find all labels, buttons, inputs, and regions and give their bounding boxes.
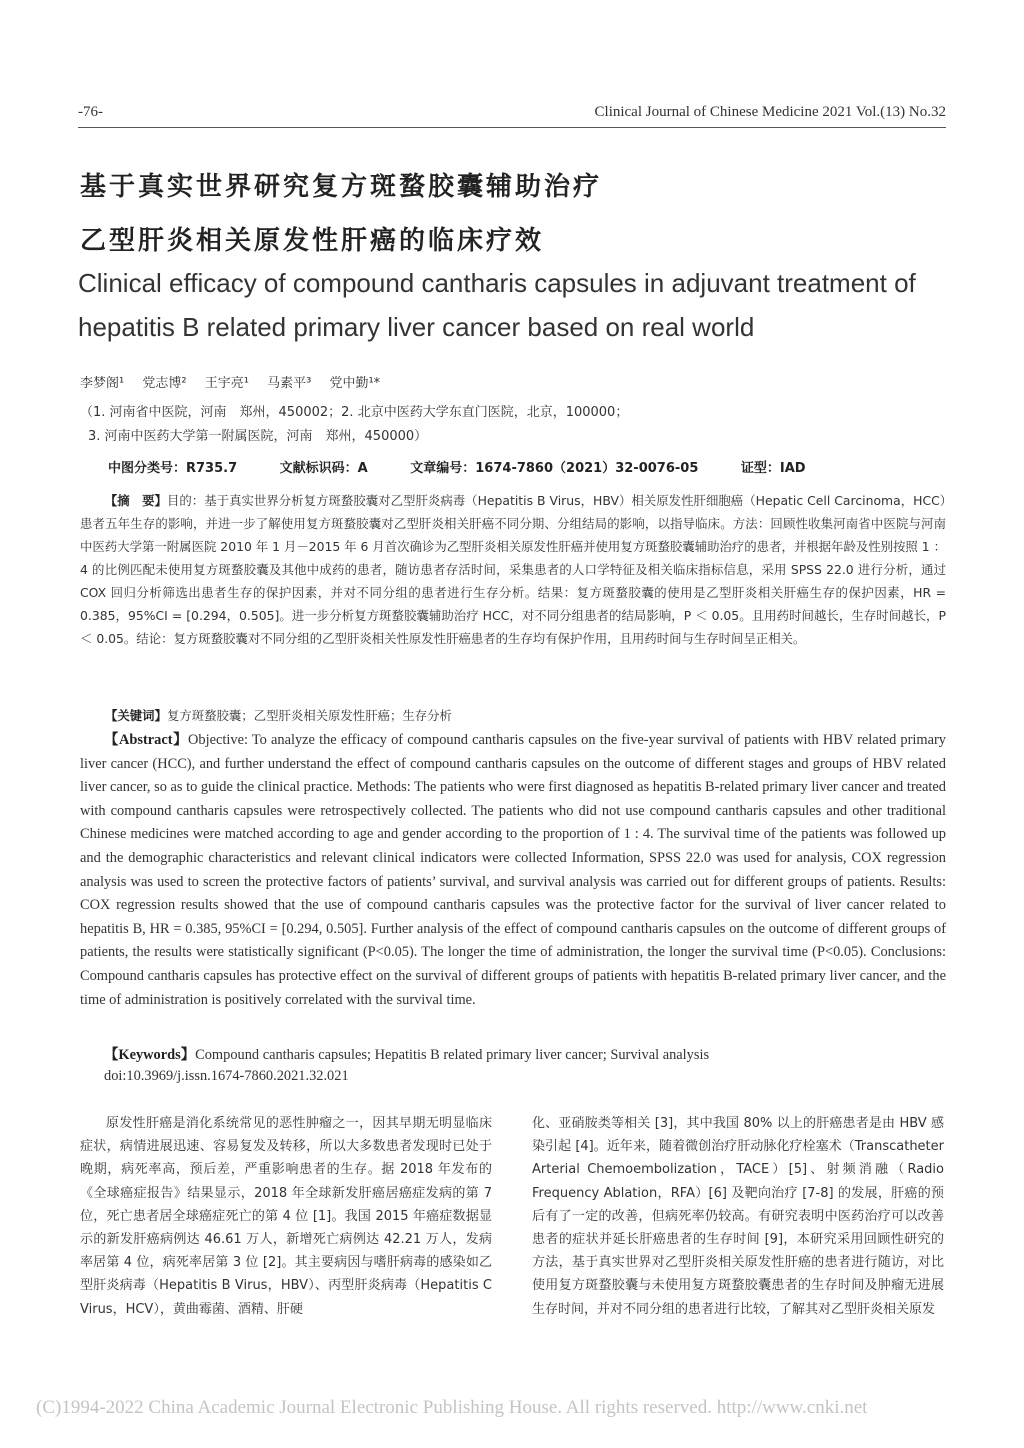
title-cn-line2: 乙型肝炎相关原发性肝癌的临床疗效 [80,226,545,256]
author-list [80,372,394,391]
author: 党中勤¹* [329,376,381,391]
affiliation-line1: （1. 河南省中医院，河南 郑州，450002；2. 北京中医药大学东直门医院，北京，100000； [80,405,629,420]
keywords-cn-label: 【关键词】 [105,708,167,723]
keywords-en-text: Compound cantharis capsules; Hepatitis B related primary liver cancer; Survival analysis [195,1047,710,1063]
keywords-cn [105,706,452,724]
abstract-en-label: 【Abstract】 [104,732,189,748]
abstract-en [80,729,946,1012]
journal-header: Clinical Journal of Chinese Medicine 2021 Vol.(13) No.32 [594,104,946,120]
page-number: -76- [78,104,103,120]
abstract-cn-label: 【摘 要】 [104,493,167,508]
title-en-line2: hepatitis B related primary liver cancer based on real world [78,312,755,342]
abstract-cn-text: 目的：基于真实世界分析复方斑蝥胶囊对乙型肝炎病毒（Hepatitis B Virus，HBV）相关原发性肝细胞癌（Hepatic Cell Carcinoma，HCC）患者五年生存的影响，并进一步了解使用复方斑蝥胶囊对乙型肝炎相关肝癌不同分期、分组结局的影响，以指导临床。方法：回顾性收集河南省中医院与河南中医药大学第一附属医院 2010 年 1 月－2015 年 6 月首次确诊为乙型肝炎相关原发性肝癌并使用复方斑蝥胶囊辅助治疗的患者，并根据年龄及性别按照 1 ： 4 的比例匹配未使用复方斑蝥胶囊及其他中成药的患者，随访患者存活时间，采集患者的人口学特征及相关临床指标信息，采用 SPSS 22.0 进行分析，通过 COX 回归分析筛选出患者生存的保护因素，并对不同分组的患者进行生存分析。结果：复方斑蝥胶囊的使用是乙型肝炎相关肝癌生存的保护因素，HR = 0.385，95%CI = [0.294，0.505]。进一步分析复方斑蝥胶囊辅助治疗 HCC，对不同分组患者的结局影响，P ＜ 0.05。且用药时间越长，生存时间越长，P ＜ 0.05。结论：复方斑蝥胶囊对不同分组的乙型肝炎相关性原发性肝癌患者的生存均有保护作用，且用药时间与生存时间呈正相关。 [80,493,947,646]
author: 王宇亮¹ [204,376,249,391]
body-column-left: 原发性肝癌是消化系统常见的恶性肿瘤之一，因其早期无明显临床症状，病情进展迅速、容易复发及转移，所以大多数患者发现时已处于晚期，病死率高，预后差，严重影响患者的生存。据 2018 年发布的《全球癌症报告》结果显示，2018 年全球新发肝癌居癌症发病的第 7 位，死亡患者居全球癌症死亡的第 4 位 [1]。我国 2015 年癌症数据显示的新发肝癌病例达 46.61 万人，新增死亡病例达 42.21 万人，发病率居第 4 位，病死率居第 3 位 [2]。其主要病因与嗜肝病毒的感染如乙型肝炎病毒（Hepatitis B Virus，HBV）、丙型肝炎病毒（Hepatitis C Virus，HCV），黄曲霉菌、酒精、肝硬 [80,1116,492,1317]
author: 李梦阁¹ [80,376,125,391]
syndrome-type: 证型：IAD [740,461,806,476]
author: 党志博² [142,376,187,391]
abstract-cn [80,489,946,650]
title-cn-line1: 基于真实世界研究复方斑蝥胶囊辅助治疗 [80,172,603,202]
body-column-right: 化、亚硝胺类等相关 [3]，其中我国 80% 以上的肝癌患者是由 HBV 感染引起 [4]。近年来，随着微创治疗肝动脉化疗栓塞术（Transcatheter Arterial Chemoembolization，TACE）[5]、射频消融（Radio Frequency Ablation，RFA）[6] 及靶向治疗 [7-8] 的发展，肝癌的预后有了一定的改善，但病死率仍较高。有研究表明中医药治疗可以改善患者的症状并延长肝癌患者的生存时间 [9]，本研究采用回顾性研究的方法，基于真实世界对乙型肝炎相关原发性肝癌的患者进行随访，对比使用复方斑蝥胶囊与未使用复方斑蝥胶囊患者的生存时间及肿瘤无进展生存时间，并对不同分组的患者进行比较，了解其对乙型肝炎相关原发 [532,1116,944,1317]
title-en-line1: Clinical efficacy of compound cantharis capsules in adjuvant treatment of [78,268,916,298]
keywords-cn-text: 复方斑蝥胶囊；乙型肝炎相关原发性肝癌；生存分析 [166,708,452,723]
article-number: 文章编号：1674-7860（2021）32-0076-05 [410,461,699,476]
document-code: 文献标识码：A [279,461,368,476]
keywords-en-label: 【Keywords】 [104,1047,196,1063]
copyright-footer: (C)1994-2022 China Academic Journal Electronic Publishing House. All rights reserved. http://www.cnki.net [36,1397,868,1418]
abstract-en-text: Objective: To analyze the efficacy of compound cantharis capsules on the five-year survival of patients with HBV related primary liver cancer (HCC), and further understand the effect of compound cantharis capsules on the outcome of different stages and groups of HBV related liver cancer, so as to guide the clinical practice. Methods: The patients who were first diagnosed as hepatitis B-related primary liver cancer and treated with compound cantharis capsules were retrospectively collected. The patients who did not use compound cantharis capsules and other traditional Chinese medicines were matched according to age and gender according to the proportion of 1 : 4. The survival time of the patients was followed up and the demographic characteristics and relevant clinical indicators were collected Information, SPSS 22.0 was used for analysis, COX regression analysis was used to screen the protective factors of patients’ survival, and survival analysis was carried out for different groups of patients. Results: COX regression results showed that the use of compound cantharis capsules was the protective factor for the survival of liver cancer related to hepatitis B, HR = 0.385, 95%CI = [0.294, 0.505]. Further analysis of the effect of compound cantharis capsules on the outcome of different groups of patients, the results were statistically significant (P<0.05). The longer the time of administration, the longer the survival time (P<0.05). Conclusions: Compound cantharis capsules has protective effect on the survival of different groups of patients with hepatitis B-related primary liver cancer, and the time of administration is positively correlated with the survival time. [80,732,946,1008]
doi-line: doi:10.3969/j.issn.1674-7860.2021.32.021 [104,1068,349,1084]
affiliation-line2: 3. 河南中医药大学第一附属医院，河南 郑州，450000） [88,429,428,444]
header-rule [78,127,946,128]
author: 马素平³ [267,376,312,391]
keywords-en [104,1043,709,1064]
article-meta [108,457,844,476]
clc-number: 中图分类号：R735.7 [108,461,238,476]
